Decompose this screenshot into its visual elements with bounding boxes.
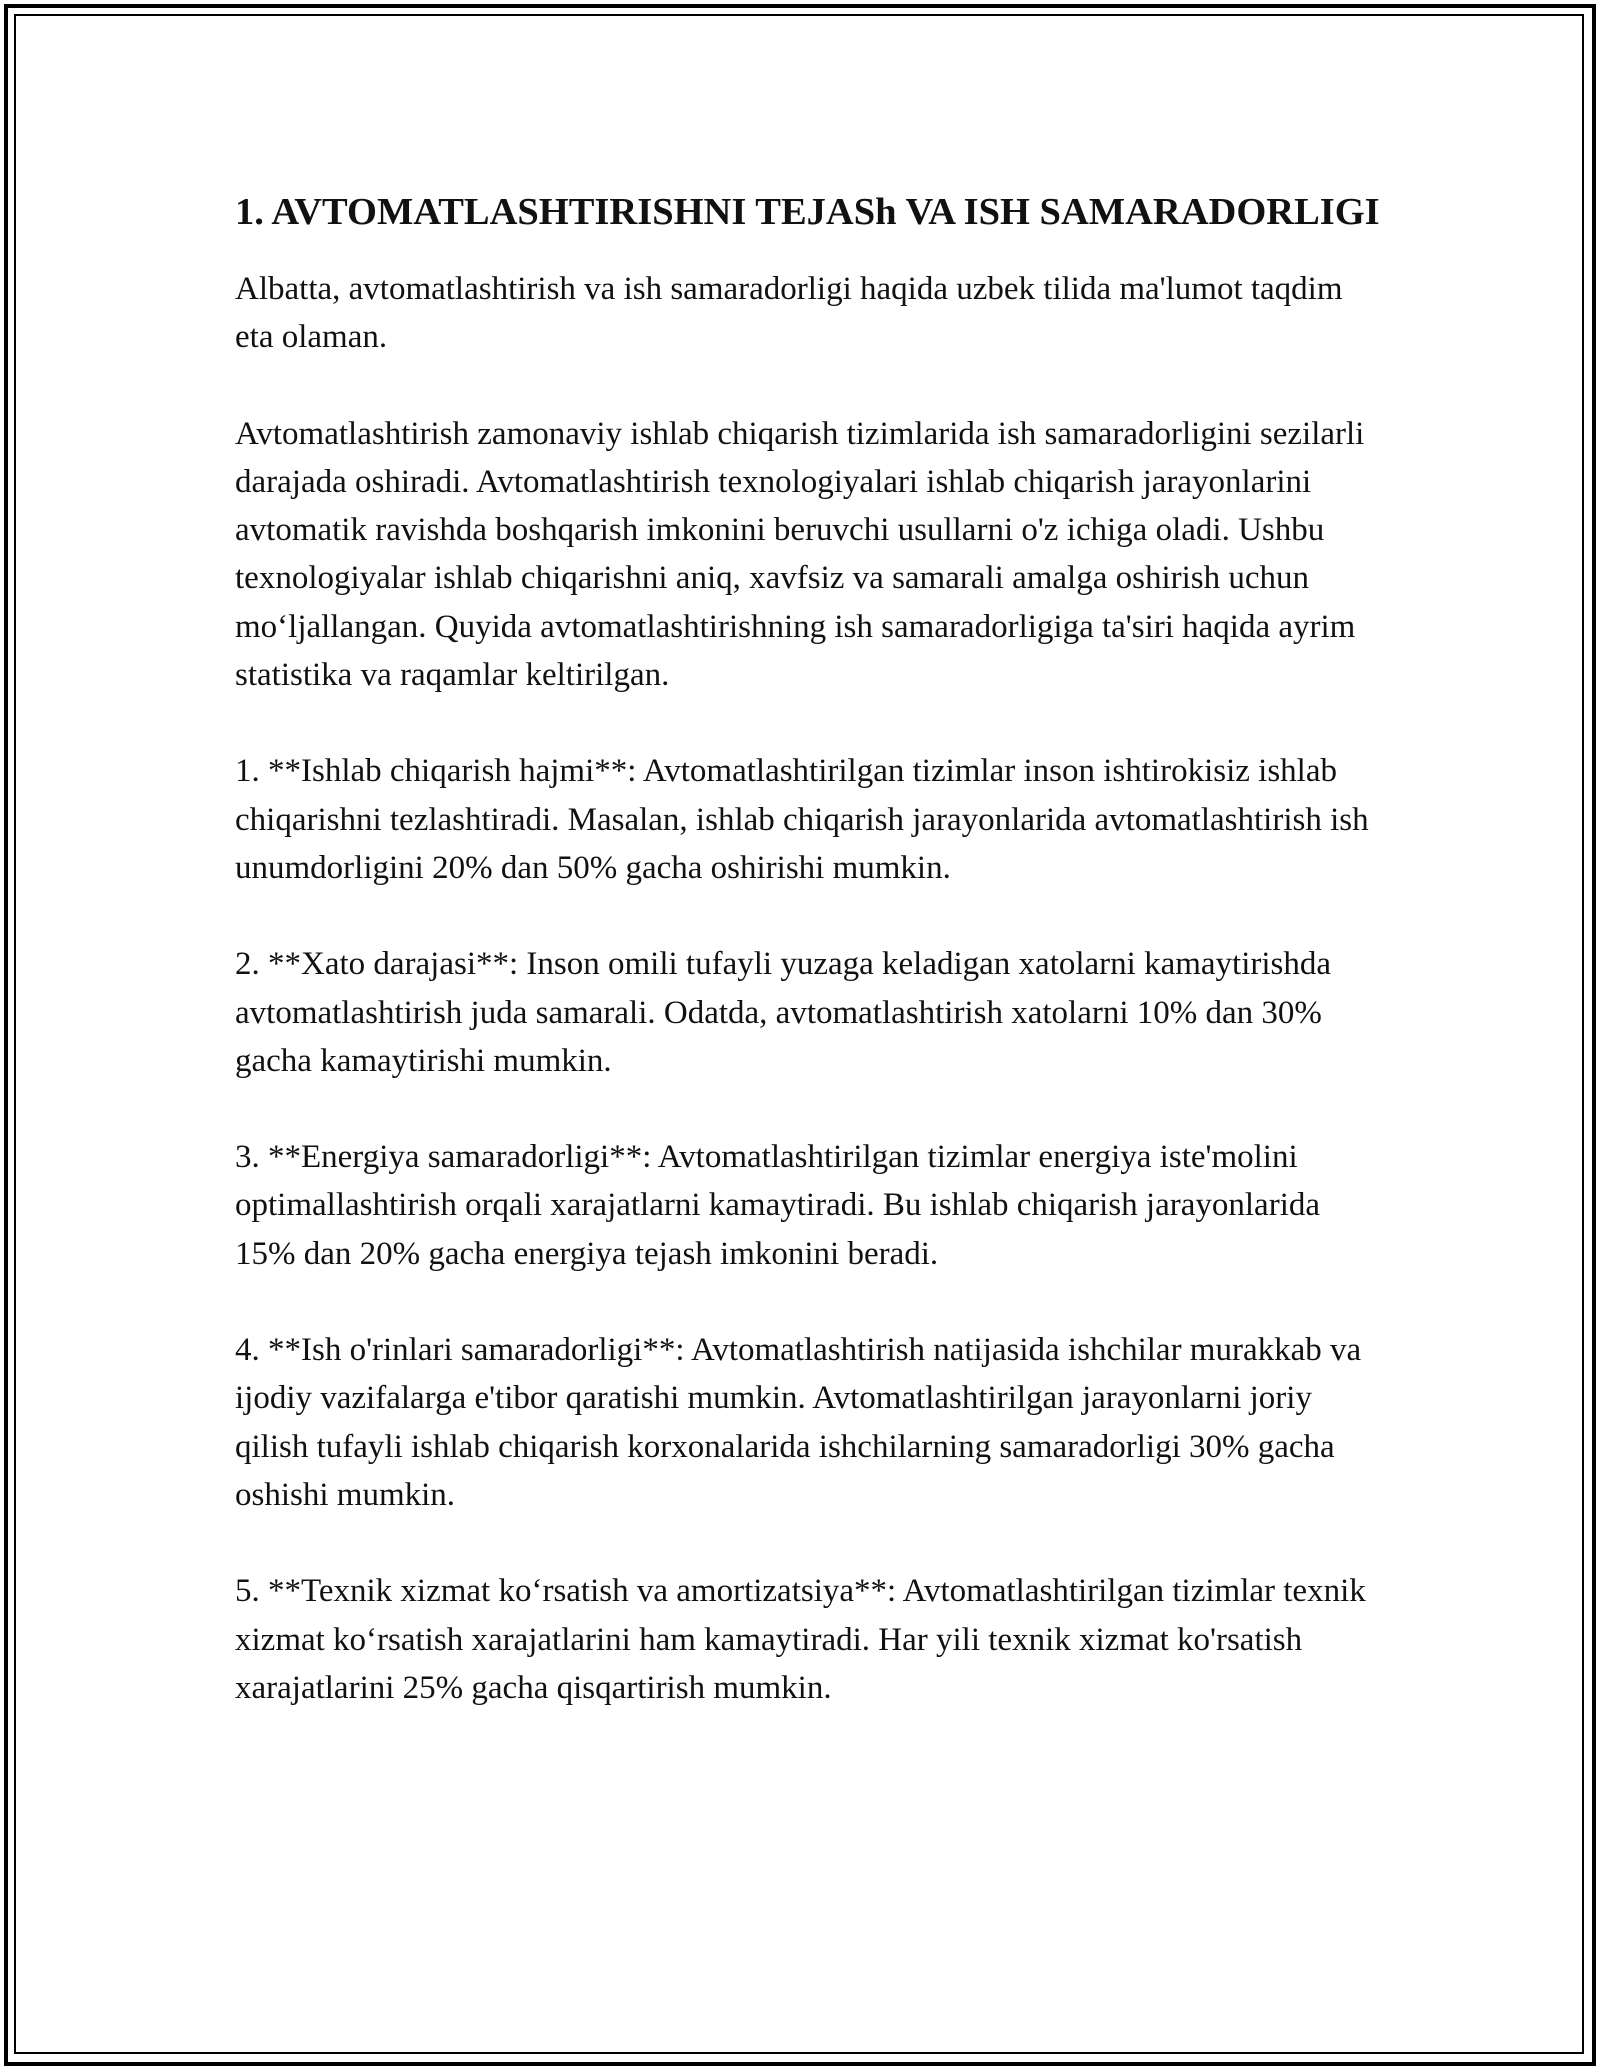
list-item-production-volume: 1. **Ishlab chiqarish hajmi**: Avtomatlashtirilgan tizimlar inson ishtirokisiz ishlab chiqarishni tezlashtiradi. Masalan, ishlab chiqarish jarayonlarida avtomatlashtirish ish unumdorligini 20% dan 50% gacha oshirishi mumkin. bbox=[235, 753, 1369, 886]
document-body bbox=[235, 188, 1385, 1760]
intro-paragraph: Albatta, avtomatlashtirish va ish samaradorligi haqida uzbek tilida ma'lumot taqdim eta olaman. bbox=[235, 271, 1343, 356]
list-item-maintenance: 5. **Texnik xizmat ko‘rsatish va amortizatsiya**: Avtomatlashtirilgan tizimlar texnik xizmat ko‘rsatish xarajatlarini ham kamaytiradi. Har yili texnik xizmat ko'rsatish xarajatlarini 25% gacha qisqartirish mumkin. bbox=[235, 1573, 1366, 1706]
list-item-energy-efficiency: 3. **Energiya samaradorligi**: Avtomatlashtirilgan tizimlar energiya iste'molini optimallashtirish orqali xarajatlarni kamaytiradi. Bu ishlab chiqarish jarayonlarida 15% dan 20% gacha energiya tejash imkonini beradi. bbox=[235, 1139, 1321, 1272]
list-item-error-rate: 2. **Xato darajasi**: Inson omili tufayli yuzaga keladigan xatolarni kamaytirishda avtomatlashtirish juda samarali. Odatda, avtomatlashtirish xatolarni 10% dan 30% gacha kamaytirishi mumkin. bbox=[235, 946, 1332, 1079]
overview-paragraph: Avtomatlashtirish zamonaviy ishlab chiqarish tizimlarida ish samaradorligini sezilarli darajada oshiradi. Avtomatlashtirish texnologiyalari ishlab chiqarish jarayonlarini avtomatik ravishda boshqarish imkonini beruvchi usullarni o'z ichiga oladi. Ushbu texnologiyalar ishlab chiqarishni aniq, xavfsiz va samarali amalga oshirish uchun mo‘ljallangan. Quyida avtomatlashtirishning ish samaradorligiga ta'siri haqida ayrim statistika va raqamlar keltirilgan. bbox=[235, 415, 1365, 694]
list-item-workplace-efficiency: 4. **Ish o'rinlari samaradorligi**: Avtomatlashtirish natijasida ishchilar murakkab va ijodiy vazifalarga e'tibor qaratishi mumkin. Avtomatlashtirilgan jarayonlarni joriy qilish tufayli ishlab chiqarish korxonalarida ishchilarning samaradorligi 30% gacha oshishi mumkin. bbox=[235, 1332, 1362, 1513]
document-title: 1. AVTOMATLASHTIRISHNI TEJASh VA ISH SAMARADORLIGI bbox=[235, 191, 1380, 233]
